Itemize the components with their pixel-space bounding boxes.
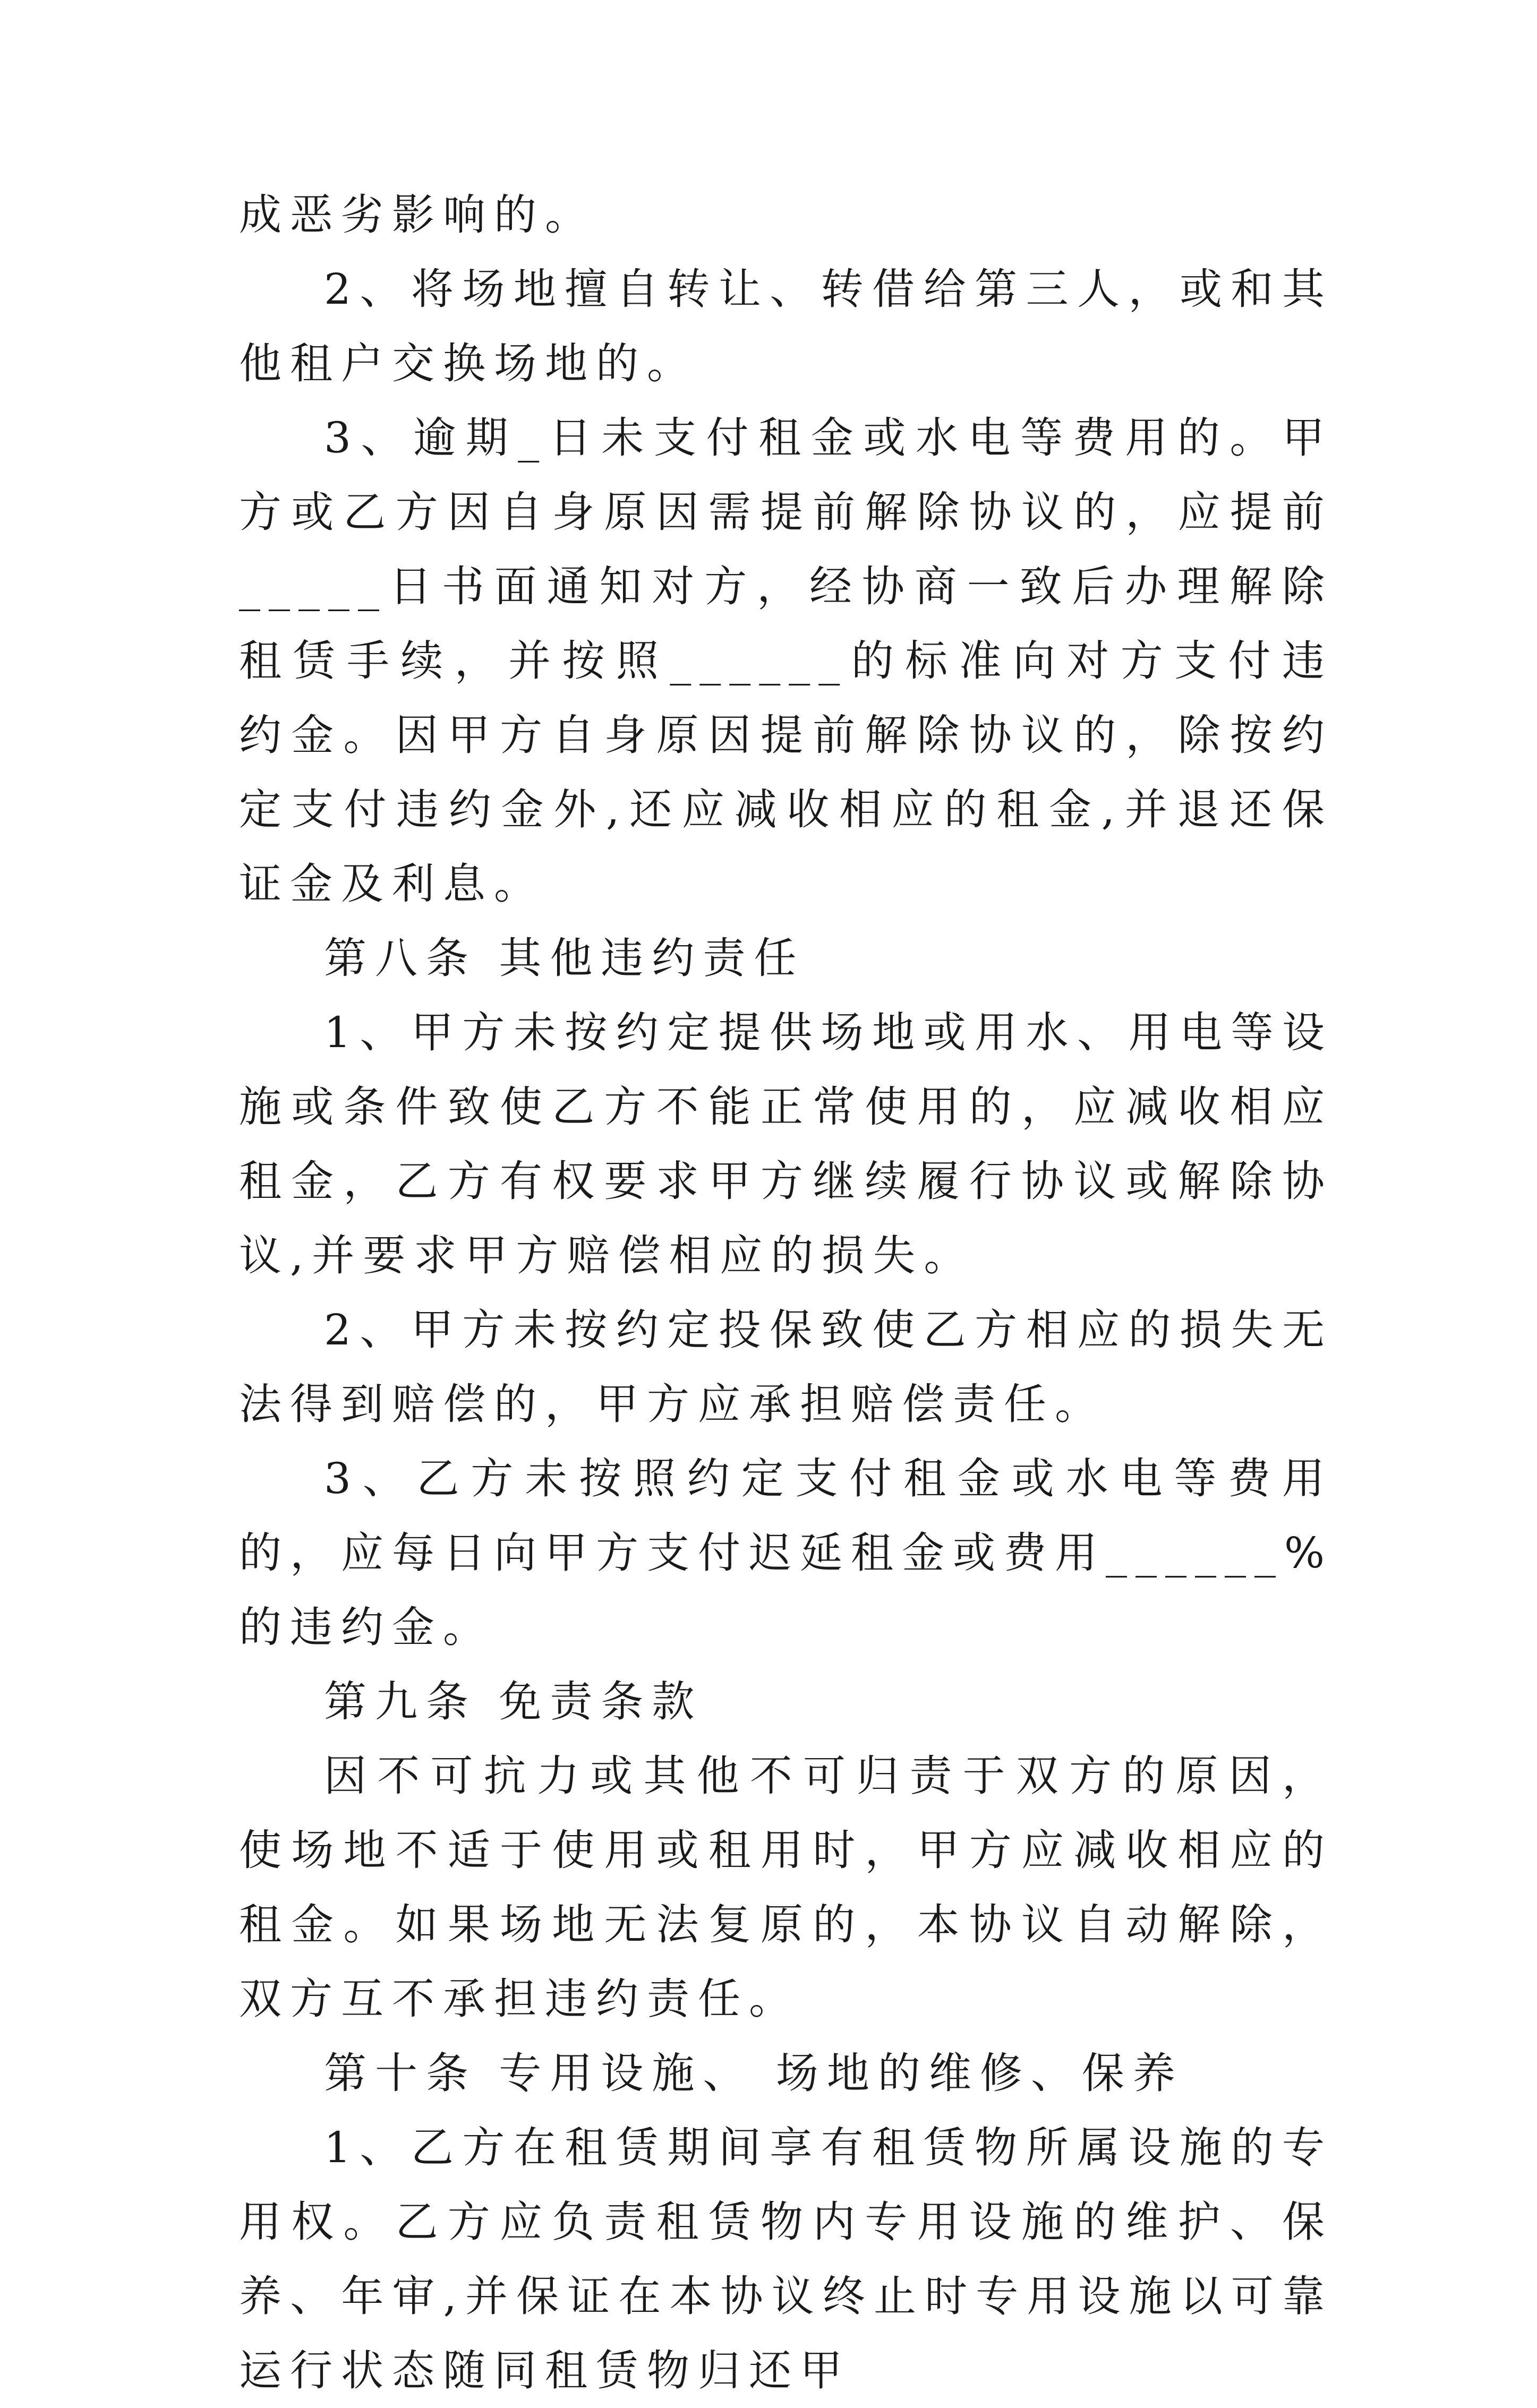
article-8-item-2: 2、甲方未按约定投保致使乙方相应的损失无法得到赔偿的，甲方应承担赔偿责任。 — [239, 1305, 1333, 1429]
clause-item-2: 2、将场地擅自转让、转借给第三人，或和其他租户交换场地的。 — [239, 264, 1333, 388]
article-8-item-1: 1、甲方未按约定提供场地或用水、用电等设施或条件致使乙方不能正常使用的，应减收相应租金，乙方有权要求甲方继续履行协议或解除协议,并要求甲方赔偿相应的损失。 — [239, 1008, 1333, 1280]
article-8-item-3: 3、乙方未按照约定支付租金或水电等费用的，应每日向甲方支付迟延租金或费用______%的违约金。 — [239, 1454, 1334, 1652]
document-page — [239, 178, 1333, 2408]
article-8-heading: 第八条 其他违约责任 — [324, 933, 805, 983]
article-9-body: 因不可抗力或其他不可归责于双方的原因，使场地不适于使用或租用时，甲方应减收相应的租金。如果场地无法复原的，本协议自动解除，双方互不承担违约责任。 — [239, 1751, 1333, 2024]
article-9-heading: 第九条 免责条款 — [324, 1677, 703, 1726]
article-10-heading: 第十条 专用设施、 场地的维修、保养 — [324, 2049, 1184, 2098]
clause-item-3: 3、逾期_日未支付租金或水电等费用的。甲方或乙方因自身原因需提前解除协议的，应提前_____日书面通知对方，经协商一致后办理解除租赁手续，并按照______的标准向对方支付违约金。因甲方自身原因提前解除协议的，除按约定支付违约金外,还应减收相应的租金,并退还保证金及利息。 — [239, 413, 1333, 909]
article-10-item-1: 1、乙方在租赁期间享有租赁物所属设施的专用权。乙方应负责租赁物内专用设施的维护、保养、年审,并保证在本协议终止时专用设施以可靠运行状态随同租赁物归还甲 — [239, 2123, 1333, 2395]
paragraph-continuation: 成恶劣影响的。 — [239, 190, 596, 239]
